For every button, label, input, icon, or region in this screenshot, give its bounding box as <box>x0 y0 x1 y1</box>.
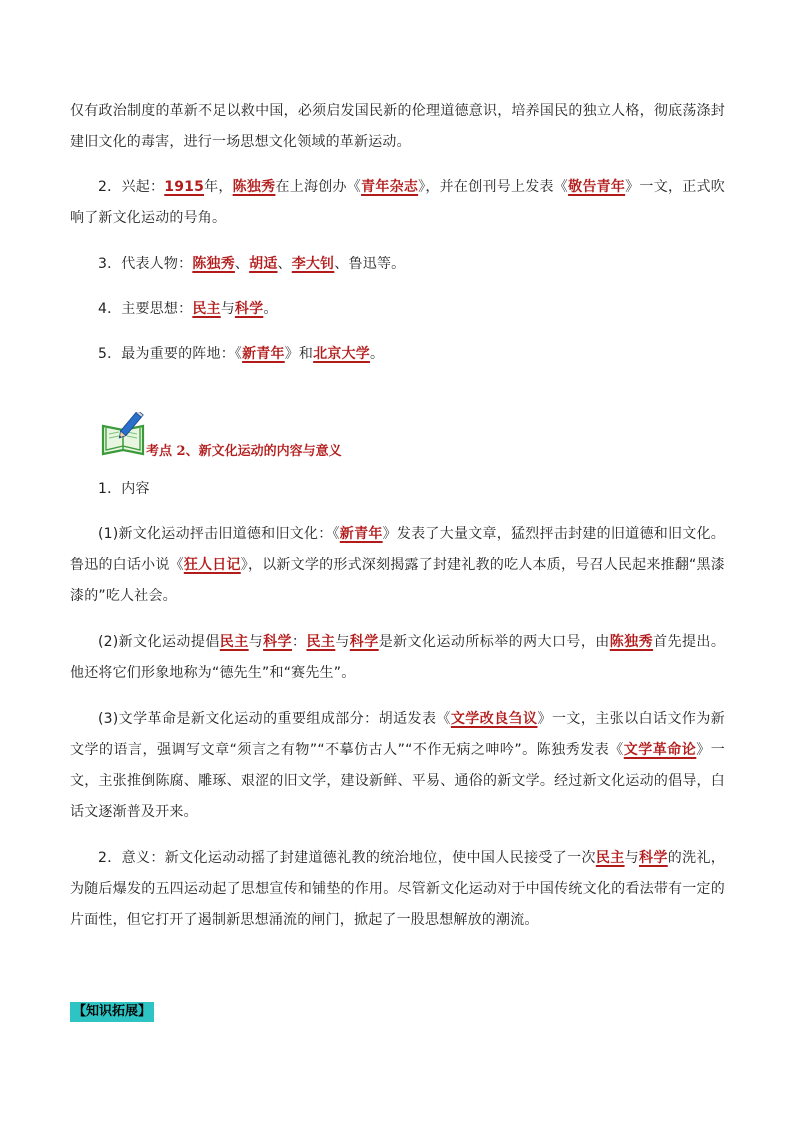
p2-text-5: 是新文化运动所标举的两大口号，由 <box>378 634 610 650</box>
content-paragraph-1 <box>70 519 725 612</box>
p2-text-4: 与 <box>335 634 350 650</box>
keyword-idea: 科学 <box>234 301 264 317</box>
ideas-prefix: 4．主要思想： <box>98 301 193 317</box>
figures-prefix: 3．代表人物： <box>98 256 193 272</box>
bases-paragraph <box>70 339 725 370</box>
bases-connector: 》和 <box>284 346 314 362</box>
section-title: 考点 2、新文化运动的内容与意义 <box>146 444 342 459</box>
section-heading <box>100 412 500 458</box>
keyword-idea: 科学 <box>349 634 379 650</box>
p3-text-2: 》一文，主张以白话文作为新文学的语言，强调写文章“须言之有物”“不摹仿古人”“不作无病之呻吟”。陈独秀发表《 <box>70 711 726 758</box>
ideas-connector: 与 <box>220 301 235 317</box>
keyword-magazine: 新青年 <box>339 526 383 542</box>
p2-text-3: ： <box>292 634 307 650</box>
keyword-novel: 狂人日记 <box>183 557 241 573</box>
origin-prefix: 2．兴起： <box>98 179 165 195</box>
keyword-base: 新青年 <box>242 346 285 362</box>
content-paragraph-2 <box>70 627 725 689</box>
p3-text-1: (3)文学革命是新文化运动的重要组成部分：胡适发表《 <box>98 711 451 727</box>
ideas-suffix: 。 <box>263 301 278 317</box>
p1-text-2: 》发表了大量文章，猛烈抨击封建的旧道德和旧文化。鲁迅的白话小说《 <box>70 526 725 573</box>
knowledge-extension-tag <box>70 1002 154 1022</box>
figures-suffix: 、鲁迅等。 <box>334 256 406 272</box>
keyword-person: 陈独秀 <box>232 179 276 195</box>
significance-paragraph <box>70 843 725 936</box>
content-paragraph-3 <box>70 704 725 828</box>
keyword-article: 敬告青年 <box>568 179 626 195</box>
keyword-article: 文学改良刍议 <box>450 711 538 727</box>
figures-separator: 、 <box>277 256 292 272</box>
origin-text-3: 》，并在创刊号上发表《 <box>418 179 569 195</box>
bases-suffix: 。 <box>369 346 385 362</box>
keyword-idea: 民主 <box>306 634 336 650</box>
keyword-magazine: 青年杂志 <box>361 179 419 195</box>
intro-paragraph <box>70 96 725 158</box>
book-pencil-icon <box>100 412 146 456</box>
bases-prefix: 5．最为重要的阵地：《 <box>98 346 243 362</box>
keyword-figure: 陈独秀 <box>192 256 235 272</box>
keyword-figure: 李大钊 <box>291 256 335 272</box>
keyword-base: 北京大学 <box>313 346 370 362</box>
p2-text-1: (2)新文化运动提倡 <box>98 634 220 650</box>
ideas-paragraph <box>70 294 725 325</box>
significance-text-1: 2．意义：新文化运动动摇了封建道德礼教的统治地位，使中国人民接受了一次 <box>98 850 596 866</box>
figures-paragraph <box>70 249 725 280</box>
p1-text-3: 》，以新文学的形式深刻揭露了封建礼教的吃人本质，号召人民起来推翻“黑漆漆的”吃人社会。 <box>70 557 725 604</box>
keyword-idea: 科学 <box>638 850 668 866</box>
content-heading <box>70 474 725 505</box>
significance-text-2: 与 <box>624 850 639 866</box>
keyword-figure: 胡适 <box>249 256 278 272</box>
figures-separator: 、 <box>234 256 250 272</box>
origin-text-2: 在上海创办《 <box>275 179 362 195</box>
p3-text-3: 》一文，主张推倒陈腐、雕琢、艰涩的旧文学，建设新鲜、平易、通俗的新文学。经过新文化运动的倡导，白话文逐渐普及开来。 <box>70 742 726 820</box>
content-heading-text: 1．内容 <box>98 481 150 497</box>
keyword-idea: 科学 <box>263 634 292 650</box>
origin-text-1: 年， <box>204 179 233 195</box>
keyword-article: 文学革命论 <box>623 742 697 758</box>
intro-text: 仅有政治制度的革新不足以救中国，必须启发国民新的伦理道德意识，培养国民的独立人格，彻底荡涤封建旧文化的毒害，进行一场思想文化领域的革新运动。 <box>70 103 725 150</box>
keyword-idea: 民主 <box>595 850 625 866</box>
p1-text-1: (1)新文化运动抨击旧道德和旧文化：《 <box>98 526 340 542</box>
p2-text-6: 首先提出。他还将它们形象地称为“德先生”和“赛先生”。 <box>70 634 726 681</box>
keyword-person: 陈独秀 <box>609 634 654 650</box>
origin-text-4: 》一文，正式吹响了新文化运动的号角。 <box>70 179 725 226</box>
keyword-idea: 民主 <box>219 634 249 650</box>
keyword-year: 1915 <box>164 179 205 195</box>
significance-text-3: 的洗礼，为随后爆发的五四运动起了思想宣传和铺垫的作用。尽管新文化运动对于中国传统文化的看法带有一定的片面性，但它打开了遏制新思想涌流的闸门，掀起了一股思想解放的潮流。 <box>70 850 726 928</box>
origin-paragraph <box>70 172 725 234</box>
keyword-idea: 民主 <box>192 301 221 317</box>
p2-text-2: 与 <box>248 634 264 650</box>
tag-label: 【知识拓展】 <box>73 1004 152 1019</box>
